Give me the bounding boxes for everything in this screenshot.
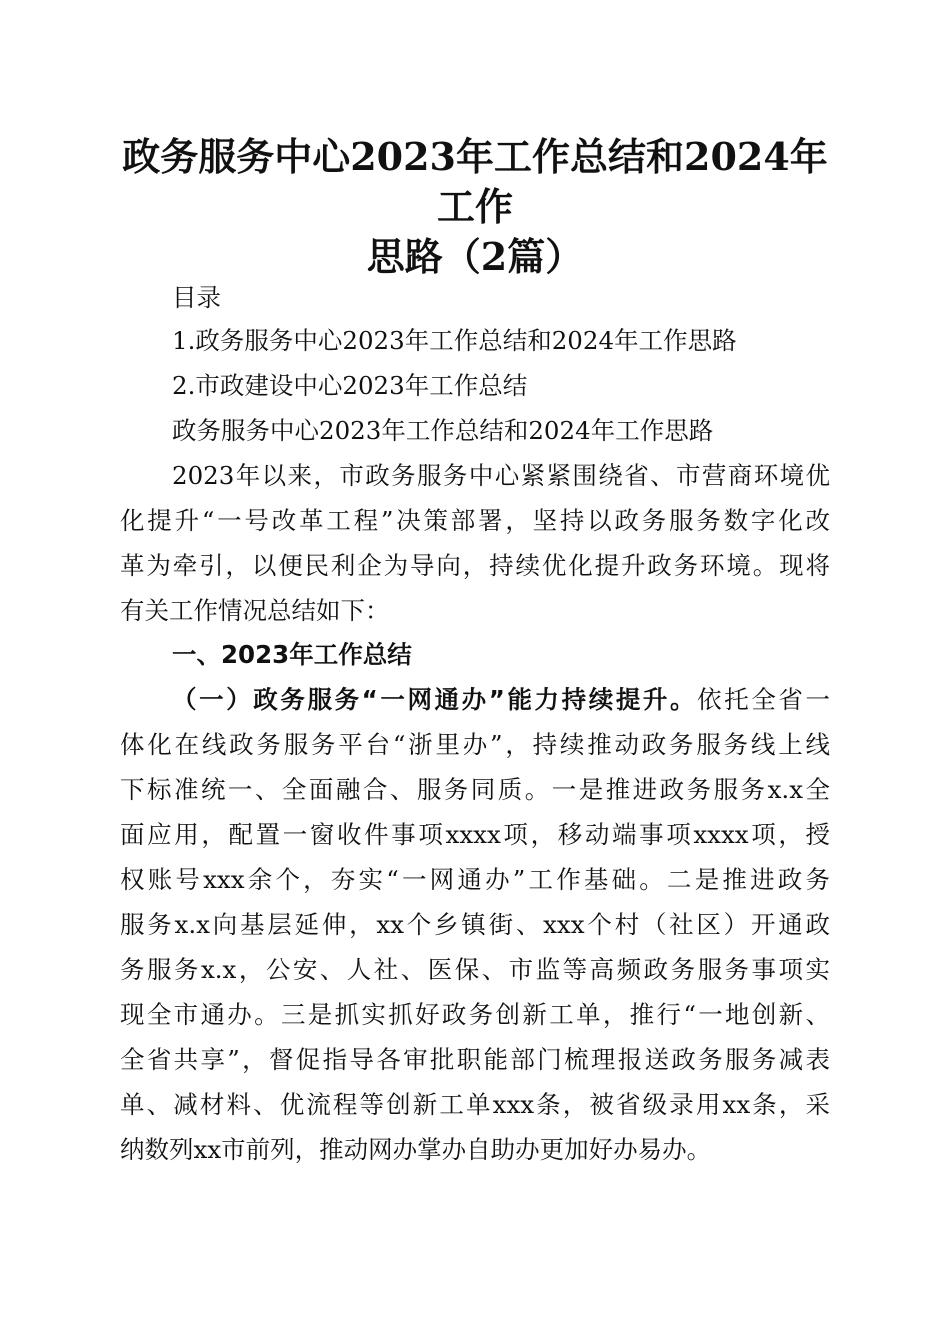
intro-line-3: 革为牵引，以便民利企为导向，持续优化提升政务环境。现将 (120, 551, 830, 580)
body-line-8: 全省共享”，督促指导各审批职能部门梳理报送政务服务减表 (120, 1045, 830, 1074)
toc-heading: 目录 (172, 283, 221, 312)
body-line-3: 面应用，配置一窗收件事项xxxx项，移动端事项xxxx项，授 (120, 820, 830, 849)
subsection-first-line-rest: 依托全省一 (697, 685, 830, 714)
article-title: 政务服务中心2023年工作总结和2024年工作思路 (172, 416, 714, 445)
body-line-10: 纳数列xx市前列，推动网办掌办自助办更加好办易办。 (120, 1135, 712, 1164)
subsection-heading: （一）政务服务“一网通办”能力持续提升。 (172, 685, 698, 714)
body-line-9: 单、减材料、优流程等创新工单xxx条，被省级录用xx条，采 (120, 1090, 830, 1119)
body-line-6: 务服务x.x，公安、人社、医保、市监等高频政务服务事项实 (120, 955, 830, 984)
subsection-first-line (172, 685, 830, 715)
toc-item-2: 2.市政建设中心2023年工作总结 (172, 371, 528, 400)
body-line-4: 权账号xxx余个，夯实“一网通办”工作基础。二是推进政务 (120, 865, 830, 894)
body-line-1: 体化在线政务服务平台“浙里办”，持续推动政务服务线上线 (120, 730, 830, 759)
document-title (110, 132, 840, 282)
title-line-1: 政务服务中心2023年工作总结和2024年工作 (122, 134, 828, 229)
body-line-5: 服务x.x向基层延伸，xx个乡镇街、xxx个村（社区）开通政 (120, 910, 830, 939)
intro-line-4: 有关工作情况总结如下： (120, 596, 390, 625)
body-line-7: 现全市通办。三是抓实抓好政务创新工单，推行“一地创新、 (120, 1000, 830, 1029)
body-line-2: 下标准统一、全面融合、服务同质。一是推进政务服务x.x全 (120, 775, 830, 804)
intro-line-1: 2023年以来，市政务服务中心紧紧围绕省、市营商环境优 (172, 461, 830, 490)
toc-item-1: 1.政务服务中心2023年工作总结和2024年工作思路 (172, 326, 737, 355)
intro-line-2: 化提升“一号改革工程”决策部署，坚持以政务服务数字化改 (120, 506, 830, 535)
section-heading: 一、2023年工作总结 (172, 640, 412, 669)
title-line-2: 思路（2篇） (366, 234, 584, 279)
